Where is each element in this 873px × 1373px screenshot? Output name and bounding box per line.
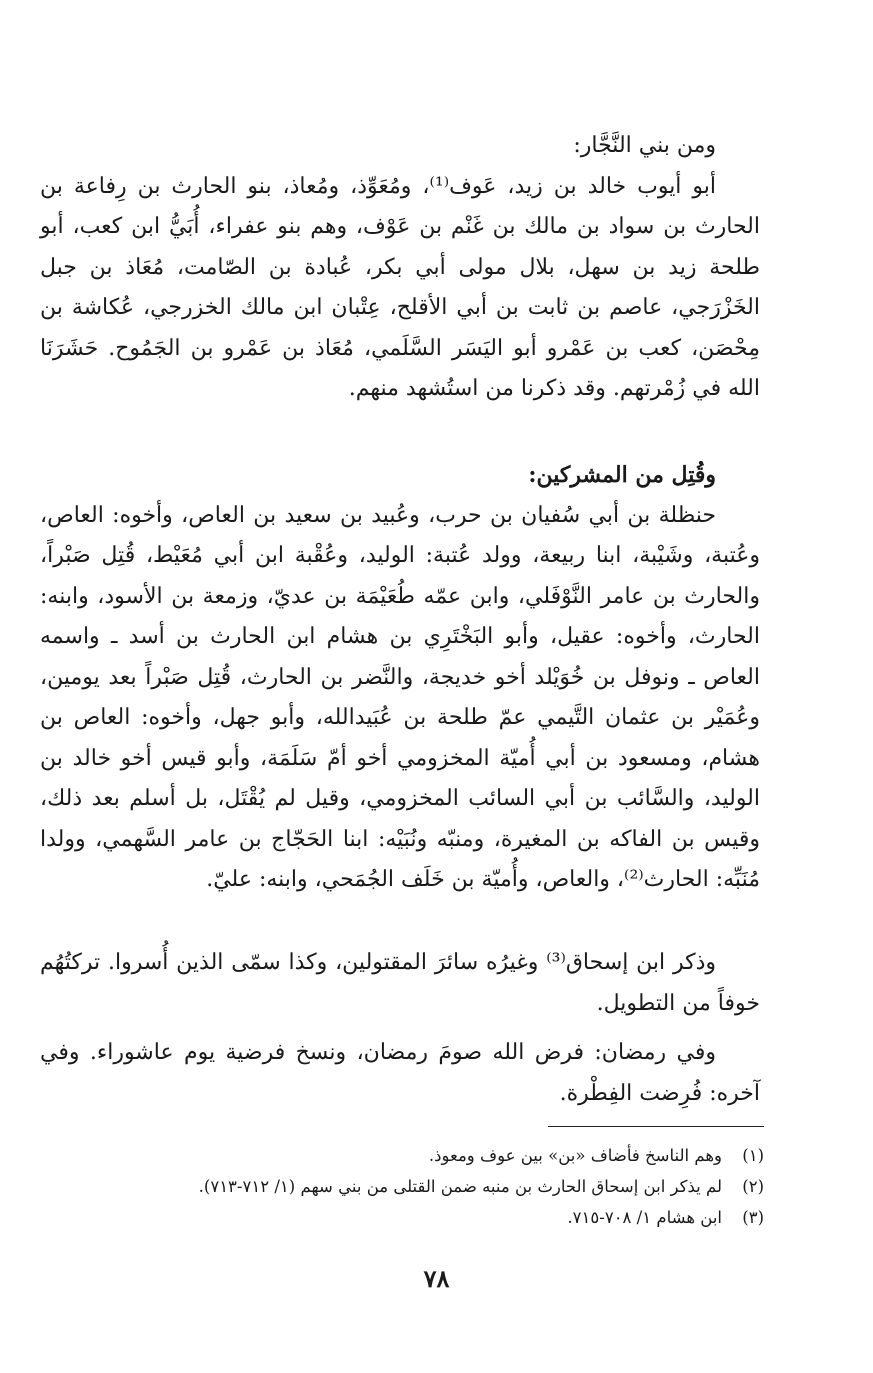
section-najjar-body: أبو أيوب خالد بن زيد، عَوف⁽¹⁾، ومُعَوِّذ، ومُعاذ، بنو الحارث بن رِفاعة بن الحارث بن سواد بن مالك بن غَنْم بن عَوْف، وهم بنو عفراء، أُبَيُّ ابن كعب، أبو طلحة زيد بن سهل، بلال مولى أبي بكر، عُبادة بن الصّامت، مُعَاذ بن جبل الخَزْرَجي، عاصم بن ثابت بن أبي الأقلح، عِتْبان ابن مالك الخزرجي، عُكاشة بن مِحْصَن، كعب بن عَمْرو أبو اليَسَر السَّلَمي، مُعَاذ بن عَمْرو بن الجَمُوح. حَشَرَنَا الله في زُمْرتهم. وقد ذكرنا من استُشهد منهم. [40, 173, 760, 401]
paragraph-ramadan-text: وفي رمضان: فرض الله صومَ رمضان، ونسخ فرضية يوم عاشوراء. وفي آخره: فُرِضت الفِطْرة. [40, 1040, 760, 1106]
paragraph-ibn-ishaq-text: وذكر ابن إسحاق⁽³⁾ وغيرُه سائرَ المقتولين، وكذا سمّى الذين أُسروا. تركتُهُم خوفاً من التطويل. [40, 950, 760, 1016]
footnote-item [40, 1202, 764, 1233]
footnote-number: (١) [742, 1146, 764, 1165]
section-najjar [40, 126, 760, 410]
footnote-separator [548, 1126, 764, 1127]
section-mushrikin-heading: وقُتِل من المشركين: [528, 462, 716, 488]
paragraph-ibn-ishaq [40, 943, 760, 1024]
footnote-item [40, 1140, 764, 1171]
footnote-number: (٣) [742, 1208, 764, 1227]
footnote-text: ابن هشام ١/ ٧٠٨-٧١٥. [567, 1208, 722, 1227]
footnote-number: (٢) [742, 1177, 764, 1196]
footnote-text: لم يذكر ابن إسحاق الحارث بن منبه ضمن القتلى من بني سهم (١/ ٧١٢-٧١٣). [198, 1177, 722, 1196]
paragraph-ramadan [40, 1033, 760, 1114]
section-mushrikin [40, 455, 760, 901]
section-najjar-heading: ومن بني النَّجَّار: [573, 133, 716, 158]
page-number: ٧٨ [423, 1264, 450, 1293]
footnote-item [40, 1171, 764, 1202]
footnote-text: وهم الناسخ فأضاف «بن» بين عوف ومعوذ. [428, 1146, 722, 1165]
footnotes [40, 1140, 764, 1233]
section-mushrikin-body: حنظلة بن أبي سُفيان بن حرب، وعُبيد بن سعيد بن العاص، وأخوه: العاص، وعُتبة، وشَيْبة، ابنا ربيعة، وولد عُتبة: الوليد، وعُقْبة ابن أبي مُعَيْط، قُتِل صَبْراً، والحارث بن عامر النَّوْفَلي، وابن عمّه طُعَيْمَة بن عديّ، وزمعة بن الأسود، وابنه: الحارث، وأخوه: عقيل، وأبو البَخْتَرِي بن هشام ابن الحارث بن أسد ـ واسمه العاص ـ ونوفل بن خُوَيْلد أخو خديجة، والنَّضر بن الحارث، قُتِل صَبْراً بعد يومين، وعُمَيْر بن عثمان التَّيمي عمّ طلحة بن عُبَيدالله، وأبو جهل، وأخوه: العاص بن هشام، ومسعود بن أبي أُميّة المخزومي أخو أمّ سَلَمَة، وأبو قيس أخو خالد بن الوليد، والسَّائب بن أبي السائب المخزومي، وقيل لم يُقْتَل، بل أسلم بعد ذلك، وقيس بن الفاكه بن المغيرة، ومنبّه ونُبَيْه: ابنا الحَجّاج بن عامر السَّهمي، وولدا مُنَبِّه: الحارث⁽²⁾، والعاص، وأُميّة بن خَلَف الجُمَحي، وابنه: عليّ. [40, 502, 761, 892]
